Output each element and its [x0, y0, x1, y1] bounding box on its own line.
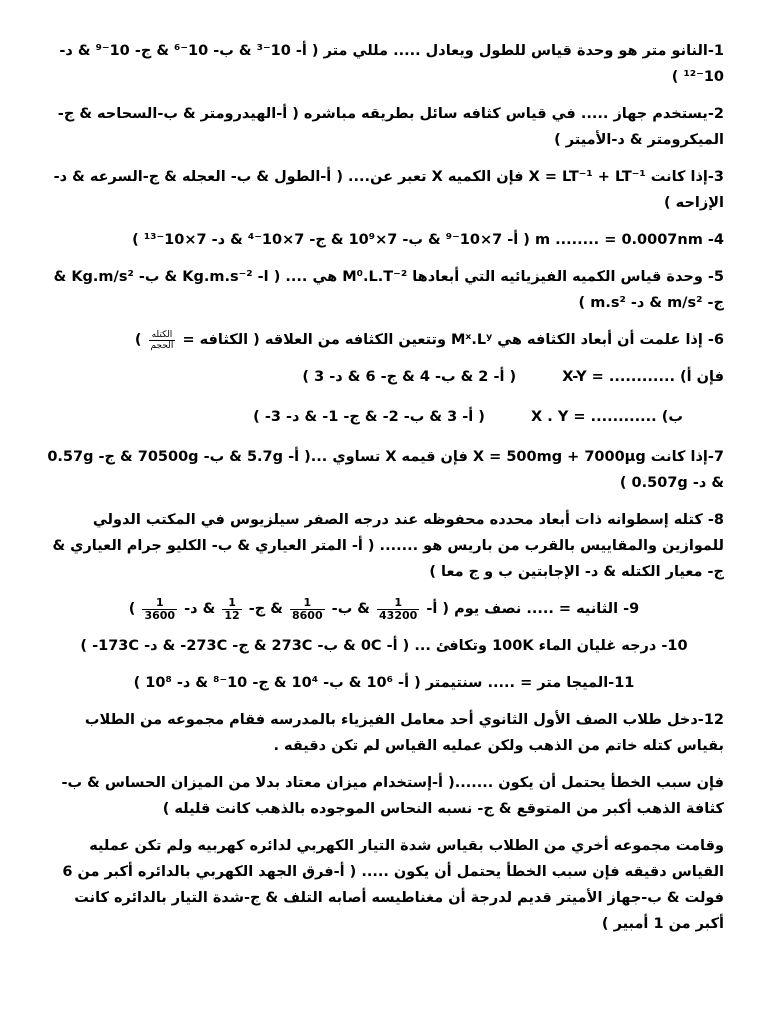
question-11: 11-الميجا متر = ..... سنتيمتر ( أ- 10⁶ & ب- 10⁴ & ج- 10⁻⁸ & د- 10⁸ ) [133, 675, 635, 691]
question-1: 1-النانو متر هو وحدة قياس للطول ويعادل ..... مللي متر ( أ- 10⁻³ & ب- 10⁻⁶ & ج- 10⁻⁹ & د- 10⁻¹² ) [59, 43, 724, 85]
question-6b-expression: X . Y = ............ [531, 409, 657, 425]
fraction-option-4-num: 1 [142, 597, 177, 610]
question-6b [44, 404, 724, 430]
question-6b-options: ( أ- 3 & ب- 2- & ج- 1- & د- 3- ) [253, 409, 485, 425]
fraction-option-4 [142, 597, 177, 622]
question-12-part-a: فإن سبب الخطأ يحتمل أن يكون .......( أ-إستخدام ميزان معتاد بدلا من الميزان الحساس & ب- كثافة الذهب أكبر من المتوقع & ج- نسبه النحاس الموجوده بالذهب كانت قليله ) [61, 775, 724, 817]
question-6a [44, 364, 724, 390]
question-6-text: 6- إذا علمت أن أبعاد الكثافه هي Mˣ.Lʸ وتتعين الكثافه من العلاقه ( الكثافه = [182, 332, 724, 348]
question-9-close: ) [128, 601, 136, 617]
question-7: 7-إذا كانت X = 500mg + 7000µg فإن قيمه X تساوي ...( أ- 5.7g & ب- 70500g & ج- 0.57g & د- 0.507g ) [47, 449, 724, 491]
fraction-option-2-prefix: & ب- [331, 601, 370, 617]
question-3: 3-إذا كانت X = LT⁻¹ + LT⁻¹ فإن الكميه X تعبر عن.... ( أ-الطول & ب- العجله & ج-السرعه & د- الإزاحه ) [53, 169, 724, 211]
question-6-close: ) [134, 332, 142, 348]
fraction-option-3-den: 12 [224, 608, 240, 622]
density-fraction-denominator: الحجم [150, 340, 174, 351]
fraction-option-3-num: 1 [222, 597, 241, 610]
question-12: 12-دخل طلاب الصف الأول الثانوي أحد معامل الفيزياء بالمدرسه فقام مجموعه من الطلاب بقياس كتله خاتم من الذهب ولكن عمليه القياس لم تكن دقيقه . [84, 712, 724, 754]
fraction-option-4-prefix: & د- [184, 601, 216, 617]
fraction-option-1-num: 1 [377, 597, 419, 610]
question-9 [44, 596, 724, 622]
question-6a-label: فإن أ) [680, 369, 724, 385]
question-9-text: 9- الثانيه = ..... نصف يوم ( أ- [426, 601, 640, 617]
question-6 [44, 327, 724, 353]
fraction-option-4-den: 3600 [144, 608, 176, 622]
density-fraction-numerator: الكتله [149, 330, 176, 341]
fraction-option-2-den: 8600 [291, 608, 323, 622]
question-2: 2-يستخدم جهاز ..... في قياس كثافه سائل بطريقه مباشره ( أ-الهيدرومتر & ب-السحاحه & ج-الميكرومتر & د-الأميتر ) [57, 106, 724, 148]
question-5: 5- وحدة قياس الكميه الفيزيائيه التي أبعادها M⁰.L.T⁻² هي .... ( ا- Kg.m.s⁻² & ب- Kg.m/s² & ج- m/s² & د- m.s² ) [53, 269, 724, 311]
fraction-option-1 [377, 597, 419, 622]
question-6a-expression: X-Y = ............ [562, 369, 675, 385]
question-6b-label: ب) [661, 409, 683, 425]
fraction-option-2-num: 1 [290, 597, 325, 610]
density-fraction [149, 330, 176, 351]
question-8: 8- كتله إسطوانه ذات أبعاد محدده محفوظه عند درجه الصفر سيلزيوس في المكتب الدولي للموازين والمقاييس بالقرب من باريس هو ....... ( أ- المتر العياري & ب- الكليو جرام العياري & ج- معيار الكتله & د- الإجابتين ب و ج معا ) [52, 512, 724, 580]
fraction-option-3 [222, 597, 241, 622]
question-6a-options: ( أ- 2 & ب- 4 & ج- 6 & د- 3 ) [302, 369, 517, 385]
question-4: 4- m ........ = 0.0007nm ( أ- 7×10⁻⁹ & ب- 7×10⁹ & ج- 7×10⁻⁴ & د- 7×10⁻¹³ ) [132, 232, 724, 248]
question-12-part-b: وقامت مجموعه أخري من الطلاب بقياس شدة التيار الكهربي لدائره كهربيه ولم تكن عمليه القياس دقيقه فإن سبب الخطأ يحتمل أن يكون ..... ( أ-فرق الجهد الكهربي بالدائره أكبر من 6 فولت & ب-جهاز الأميتر قديم لدرجة أن مغناطيسه أصابه التلف & ج-شدة التيار بالدائره كانت أكبر من 1 أمبير ) [62, 838, 724, 932]
fraction-option-2 [290, 597, 325, 622]
fraction-option-3-prefix: & ج- [248, 601, 283, 617]
question-10: 10- درجه غليان الماء 100K وتكافئ ... ( أ- 0C & ب- 273C & ج- 273C- & د- 173C- ) [80, 638, 688, 654]
fraction-option-1-den: 43200 [379, 608, 418, 622]
